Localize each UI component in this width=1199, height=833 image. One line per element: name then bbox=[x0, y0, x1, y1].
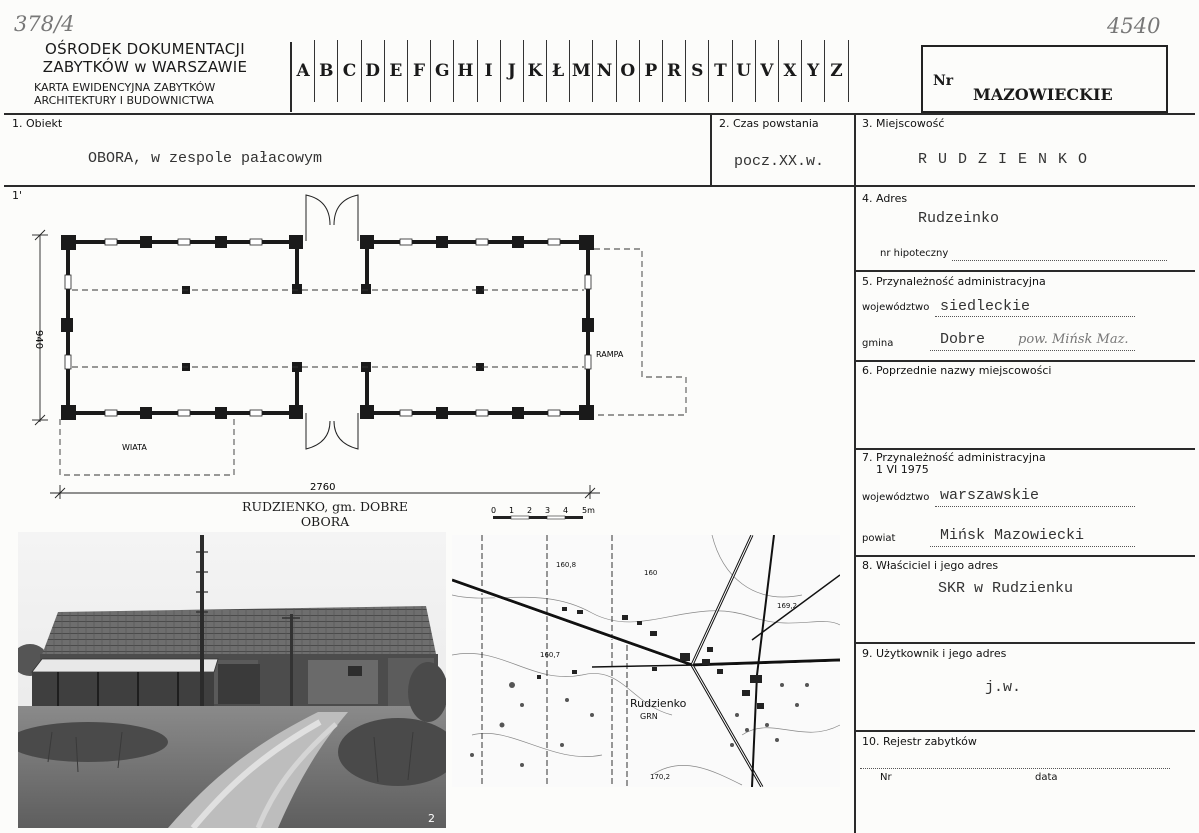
wiata-label: WIATA bbox=[122, 443, 147, 452]
barn-photo bbox=[18, 532, 446, 828]
field-9-label: 9. Użytkownik i jego adres bbox=[862, 647, 1007, 660]
index-letter: J bbox=[501, 40, 524, 102]
map-label: 169,2 bbox=[777, 602, 798, 610]
field-4-value: Rudzeinko bbox=[918, 210, 1000, 227]
field-10-label: 10. Rejestr zabytków bbox=[862, 735, 977, 748]
index-letter: Y bbox=[802, 40, 825, 102]
voivodeship-value: siedleckie bbox=[940, 298, 1031, 315]
map-label: 160 bbox=[644, 569, 658, 577]
index-letter: T bbox=[709, 40, 732, 102]
field-5-label: 5. Przynależność administracyjna bbox=[862, 275, 1046, 288]
field-3-value: RUDZIENKO bbox=[918, 151, 1099, 168]
map-label: 160,8 bbox=[556, 561, 577, 569]
field-2-value: pocz.XX.w. bbox=[734, 153, 825, 170]
commune-value: Dobre bbox=[940, 331, 986, 348]
site-map bbox=[452, 535, 840, 787]
region-name: MAZOWIECKIE bbox=[973, 85, 1113, 104]
nr-label: Nr bbox=[933, 73, 954, 89]
plan-label: 1' bbox=[12, 189, 23, 202]
index-letter: Ł bbox=[547, 40, 570, 102]
index-letter: K bbox=[524, 40, 547, 102]
plan-caption: RUDZIENKO, gm. DOBRE OBORA bbox=[242, 499, 408, 529]
scale-tick-label: 1 bbox=[509, 506, 515, 515]
index-letter: V bbox=[756, 40, 779, 102]
index-letters bbox=[292, 40, 849, 102]
institution-name: OŚRODEK DOKUMENTACJI ZABYTKÓW w WARSZAWIE bbox=[42, 40, 248, 76]
index-letter: B bbox=[315, 40, 338, 102]
field-2-label: 2. Czas powstania bbox=[719, 117, 819, 130]
field-7-label: 7. Przynależność administracyjna 1 VI 1975 bbox=[862, 451, 1046, 476]
county-label: powiat bbox=[862, 533, 896, 544]
map-label: 160,7 bbox=[540, 651, 561, 659]
photo-number: 2 bbox=[428, 812, 435, 825]
scale-tick-label: 3 bbox=[545, 506, 551, 515]
corner-number-left: 378/4 bbox=[14, 12, 75, 36]
card-type: KARTA EWIDENCYJNA ZABYTKÓW ARCHITEKTURY I BUDOWNICTWA bbox=[34, 81, 216, 107]
index-letter: I bbox=[478, 40, 501, 102]
field-8-label: 8. Właściciel i jego adres bbox=[862, 559, 999, 572]
field-1-value: OBORA, w zespole pałacowym bbox=[88, 150, 323, 167]
index-letter: P bbox=[640, 40, 663, 102]
index-letter: F bbox=[408, 40, 431, 102]
county-value: Mińsk Mazowiecki bbox=[940, 527, 1085, 544]
map-label: 170,2 bbox=[650, 773, 671, 781]
field-9-value: j.w. bbox=[985, 679, 1022, 696]
scale-tick-label: 4 bbox=[563, 506, 569, 515]
index-letter: H bbox=[454, 40, 477, 102]
scale-bar bbox=[488, 503, 618, 525]
voivodeship-label: województwo bbox=[862, 302, 930, 313]
corner-number-right: 4540 bbox=[1107, 14, 1161, 38]
index-letter: X bbox=[779, 40, 802, 102]
floor-plan bbox=[0, 185, 854, 535]
map-label: Rudzienko bbox=[630, 697, 687, 710]
scale-tick-label: 2 bbox=[527, 506, 533, 515]
field-3-label: 3. Miejscowość bbox=[862, 117, 945, 130]
field-6-label: 6. Poprzednie nazwy miejscowości bbox=[862, 364, 1052, 377]
index-letter: M bbox=[570, 40, 593, 102]
rampa-label: RAMPA bbox=[596, 350, 624, 359]
index-letter: U bbox=[733, 40, 756, 102]
field-1-label: 1. Obiekt bbox=[12, 117, 63, 130]
voivodeship-1975-value: warszawskie bbox=[940, 487, 1040, 504]
nr-box bbox=[921, 45, 1168, 113]
index-letter: O bbox=[617, 40, 640, 102]
field-4-label: 4. Adres bbox=[862, 192, 908, 205]
index-letter: Z bbox=[825, 40, 848, 102]
voivodeship-1975-label: województwo bbox=[862, 492, 930, 503]
scale-tick-label: 5m bbox=[582, 506, 595, 515]
index-letter: R bbox=[663, 40, 686, 102]
scale-tick-label: 0 bbox=[491, 506, 497, 515]
commune-label: gmina bbox=[862, 338, 894, 349]
index-letter: G bbox=[431, 40, 454, 102]
index-letter: N bbox=[593, 40, 616, 102]
index-letter: E bbox=[385, 40, 408, 102]
index-letter: S bbox=[686, 40, 709, 102]
field-8-value: SKR w Rudzienku bbox=[938, 580, 1074, 597]
index-letter: C bbox=[338, 40, 361, 102]
index-letter: A bbox=[292, 40, 315, 102]
index-letter: D bbox=[362, 40, 385, 102]
register-nr-label: Nr bbox=[880, 772, 892, 783]
mortgage-number-label: nr hipoteczny bbox=[880, 248, 949, 259]
register-date-label: data bbox=[1035, 772, 1058, 783]
commune-note: pow. Mińsk Maz. bbox=[1018, 332, 1129, 347]
map-label: GRN bbox=[640, 712, 658, 721]
plan-width-dimension: 2760 bbox=[310, 482, 336, 493]
plan-height-dimension: 940 bbox=[33, 330, 44, 350]
